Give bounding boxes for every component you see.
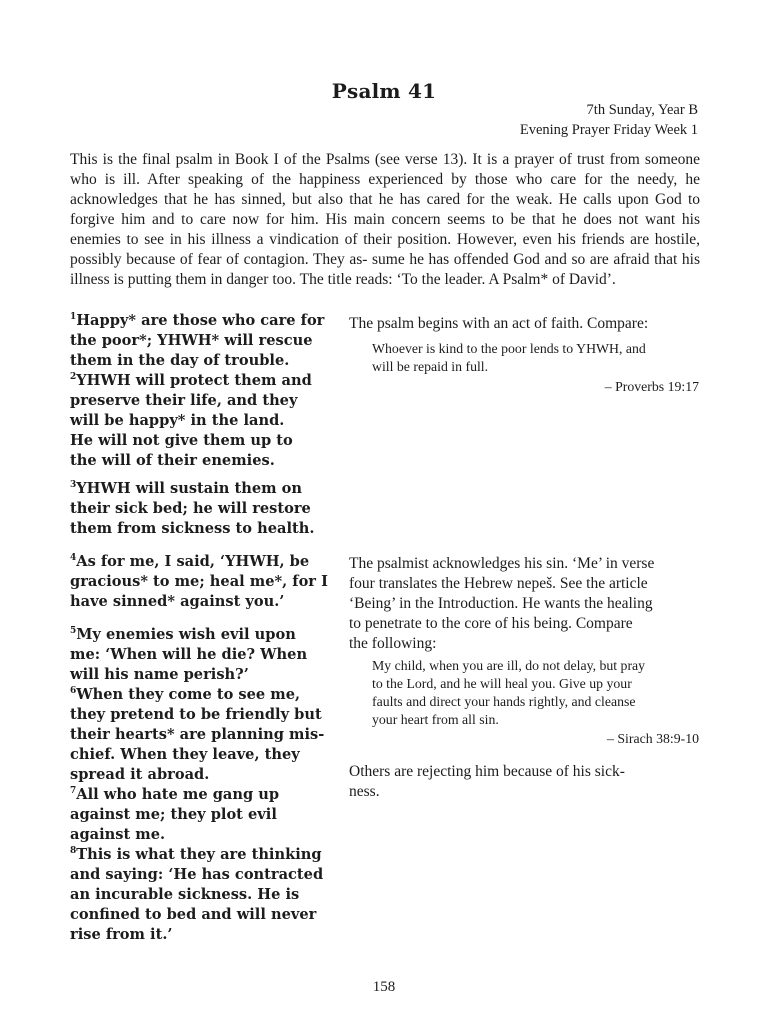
page-title: Psalm 41: [331, 79, 437, 103]
verse-line: the poor*; YHWH* will rescue: [70, 332, 313, 349]
occasion-sunday: 7th Sunday, Year B: [586, 102, 698, 118]
verse-line: As for me, I said, ‘YHWH, be: [76, 553, 310, 570]
citation: – Sirach 38:9-10: [607, 731, 699, 746]
scripture-quote: [372, 340, 699, 376]
verse-number: 5: [70, 626, 77, 636]
verse-5: [70, 625, 335, 645]
verse-line: their hearts* are planning mis-: [70, 726, 325, 743]
scripture-quote: [372, 657, 699, 729]
stanza-1: [70, 311, 335, 471]
quote-line: will be repaid in full.: [372, 359, 489, 374]
verse-line: will his name perish?’: [70, 666, 249, 683]
stanza-3: [70, 552, 335, 612]
quote-line: to the Lord, and he will heal you. Give up your: [372, 676, 632, 691]
verse-line: against me; they plot evil: [70, 806, 277, 823]
intro-line: someone who is ill. After speaking of the happiness experienced by those who care for: [70, 151, 701, 188]
verse-line: have sinned* against you.’: [70, 593, 285, 610]
quote-line: faults and direct your hands rightly, and cleanse: [372, 694, 636, 709]
quote-line: My child, when you are ill, do not delay, but pray: [372, 658, 646, 673]
verse-line: the will of their enemies.: [70, 452, 275, 469]
verse-line: chief. When they leave, they: [70, 746, 300, 763]
verse-line: spread it abroad.: [70, 766, 210, 783]
verse-line: He will not give them up to: [70, 432, 293, 449]
verse-line: YHWH will protect them and: [76, 372, 312, 389]
verse-line: When they come to see me,: [76, 686, 301, 703]
verse-8: [70, 845, 335, 865]
verse-line: rise from it.’: [70, 926, 173, 943]
verse-line: and saying: ‘He has contracted: [70, 866, 324, 883]
verse-line: their sick bed; he will restore: [70, 500, 311, 517]
verse-3: [70, 479, 335, 499]
intro-paragraph: [70, 150, 700, 290]
verse-number: 4: [70, 553, 77, 563]
occasion-evening-prayer: Evening Prayer Friday Week 1: [519, 122, 698, 138]
verse-line: preserve their life, and they: [70, 392, 298, 409]
verse-number: 1: [70, 312, 77, 322]
commentary-line: to penetrate to the core of his being. Compare: [349, 615, 633, 632]
commentary-line: ‘Being’ in the Introduction. He wants the healing: [349, 595, 653, 612]
verse-line: confined to bed and will never: [70, 906, 317, 923]
verse-4: [70, 552, 335, 572]
verse-line: gracious* to me; heal me*, for I: [70, 573, 328, 590]
psalm-text-column: [70, 311, 335, 945]
commentary-block-3: [349, 762, 699, 802]
verse-number: 7: [70, 786, 77, 796]
commentary-line: four translates the Hebrew nepeš. See the article: [349, 575, 648, 592]
verse-line: them from sickness to health.: [70, 520, 315, 537]
intro-line: The title reads: ‘To the leader. A Psalm* of David’.: [299, 271, 616, 288]
quote-line: your heart from all sin.: [372, 712, 499, 727]
stanza-4: [70, 625, 335, 945]
verse-line: My enemies wish evil upon: [76, 626, 296, 643]
verse-number: 6: [70, 686, 77, 696]
verse-line: will be happy* in the land.: [70, 412, 285, 429]
verse-line: against me.: [70, 826, 166, 843]
verse-line: me: ‘When will he die? When: [70, 646, 308, 663]
verse-line: them in the day of trouble.: [70, 352, 290, 369]
verse-line: This is what they are thinking: [76, 846, 322, 863]
commentary-line: Others are rejecting him because of his sick-: [349, 763, 625, 780]
commentary-block-1: [349, 314, 699, 396]
verse-line: Happy* are those who care for: [76, 312, 325, 329]
commentary-block-2: [349, 554, 699, 748]
verse-2: [70, 371, 335, 391]
verse-line: All who hate me gang up: [76, 786, 280, 803]
verse-1: [70, 311, 335, 331]
verse-line: they pretend to be friendly but: [70, 706, 322, 723]
intro-line: the needy, he acknowledges that he has sinned, but also that he has cared for the weak.: [70, 171, 700, 208]
verse-number: 3: [70, 480, 77, 490]
verse-number: 8: [70, 846, 77, 856]
stanza-2: [70, 479, 335, 539]
intro-line: This is the final psalm in Book I of the Psalms (see verse 13). It is a prayer of trust from: [70, 151, 640, 168]
commentary-text: The psalm begins with an act of faith. Compare:: [349, 315, 649, 332]
citation: – Proverbs 19:17: [604, 379, 699, 394]
intro-line: be that he does not want his enemies to see in his illness a vindication of their position.: [70, 211, 700, 248]
page-number: 158: [372, 979, 396, 995]
verse-6: [70, 685, 335, 705]
liturgical-occasions: [520, 100, 698, 140]
intro-line: However, even his friends are hostile, possibly because of fear of contagion. They as-: [70, 231, 701, 268]
verse-7: [70, 785, 335, 805]
intro-line: sume he has offended God and so are afraid that his illness is putting them in danger too.: [70, 251, 700, 288]
quote-line: Whoever is kind to the poor lends to YHWH, and: [372, 341, 646, 356]
intro-line: He calls upon God to forgive him and to care now for him. His main concern seems to: [70, 191, 701, 228]
commentary-line: ness.: [349, 783, 380, 800]
commentary-line: the following:: [349, 635, 437, 652]
verse-number: 2: [70, 372, 77, 382]
verse-line: YHWH will sustain them on: [76, 480, 302, 497]
verse-line: an incurable sickness. He is: [70, 886, 300, 903]
commentary-line: The psalmist acknowledges his sin. ‘Me’ in verse: [349, 555, 655, 572]
